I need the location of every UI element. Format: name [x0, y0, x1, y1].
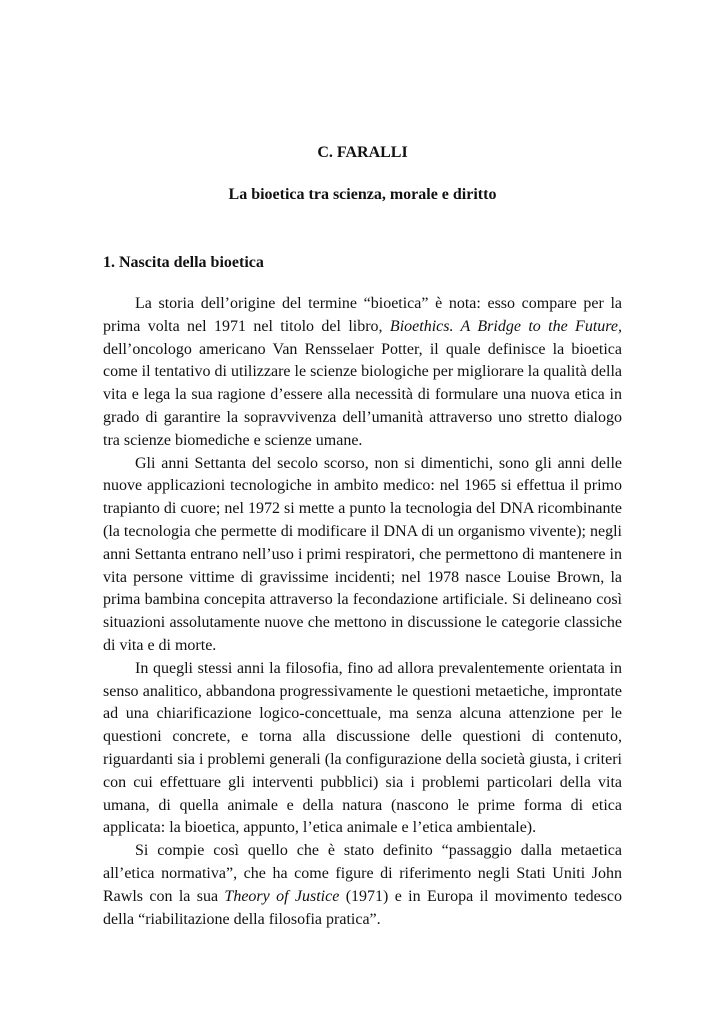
document-title: La bioetica tra scienza, morale e diritto [228, 186, 497, 203]
book-title-italic: Theory of Justice [224, 887, 340, 905]
paragraph-1-text-end: dell’oncologo americano Van Rensselaer Potter, il quale definisce la bioetica come il tentativo di utilizzare le scienze biologiche per migliorare la qualità della vita e lega la sua ragione d’essere alla necessità di formulare una nuova etica in grado di garantire la sopravvivenza dell’umanità attraverso uno stretto dialogo tra scienze biomediche e scienze umane. [103, 340, 622, 449]
author-name: C. FARALLI [317, 144, 408, 161]
book-title-italic: Bioethics. A Bridge to the Future, [389, 317, 622, 335]
body-text [103, 293, 622, 931]
paragraph-4-text-start: Si compie così quello che è stato definito “passaggio dalla metaetica all’etica normativa”, che ha come figure di riferimento negli Stati Uniti John Rawls con la sua [103, 842, 622, 905]
paragraph-1 [103, 293, 622, 453]
paragraph-3: In quegli stessi anni la filosofia, fino ad allora prevalentemente orientata in senso analitico, abbandona progressivamente le questioni metaetiche, improntate ad una chiarificazione logico-concettuale, ma senza alcuna attenzione per le questioni concrete, e torna alla discussione delle questioni di contenuto, riguardanti sia i problemi generali (la configurazione della società giusta, i criteri con cui effettuare gli interventi pubblici) sia i problemi particolari della vita umana, di quella animale e della natura (nascono le prime forma di etica applicata: la bioetica, appunto, l’etica animale e l’etica ambientale). [103, 659, 622, 837]
paragraph-1-text-start: La storia dell’origine del termine “bioetica” è nota: esso compare per la prima volta nel 1971 nel titolo del libro, [103, 295, 622, 335]
paragraph-2: Gli anni Settanta del secolo scorso, non si dimentichi, sono gli anni delle nuove applicazioni tecnologiche in ambito medico: nel 1965 si effettua il primo trapianto di cuore; nel 1972 si mette a punto la tecnologia del DNA ricombinante (la tecnologia che permette di modificare il DNA di un organismo vivente); negli anni Settanta entrano nell’uso i primi respiratori, che permettono di mantenere in vita persone vittime di gravissime incidenti; nel 1978 nasce Louise Brown, la prima bambina concepita attraverso la fecondazione artificiale. Si delineano così situazioni assolutamente nuove che mettono in discussione le categorie classiche di vita e di morte. [103, 454, 622, 654]
paragraph-4 [103, 840, 622, 931]
section-heading: 1. Nascita della bioetica [103, 254, 264, 271]
paragraph-4-text-end: (1971) e in Europa il movimento tedesco della “riabilitazione della filosofia pratica”. [103, 887, 623, 928]
